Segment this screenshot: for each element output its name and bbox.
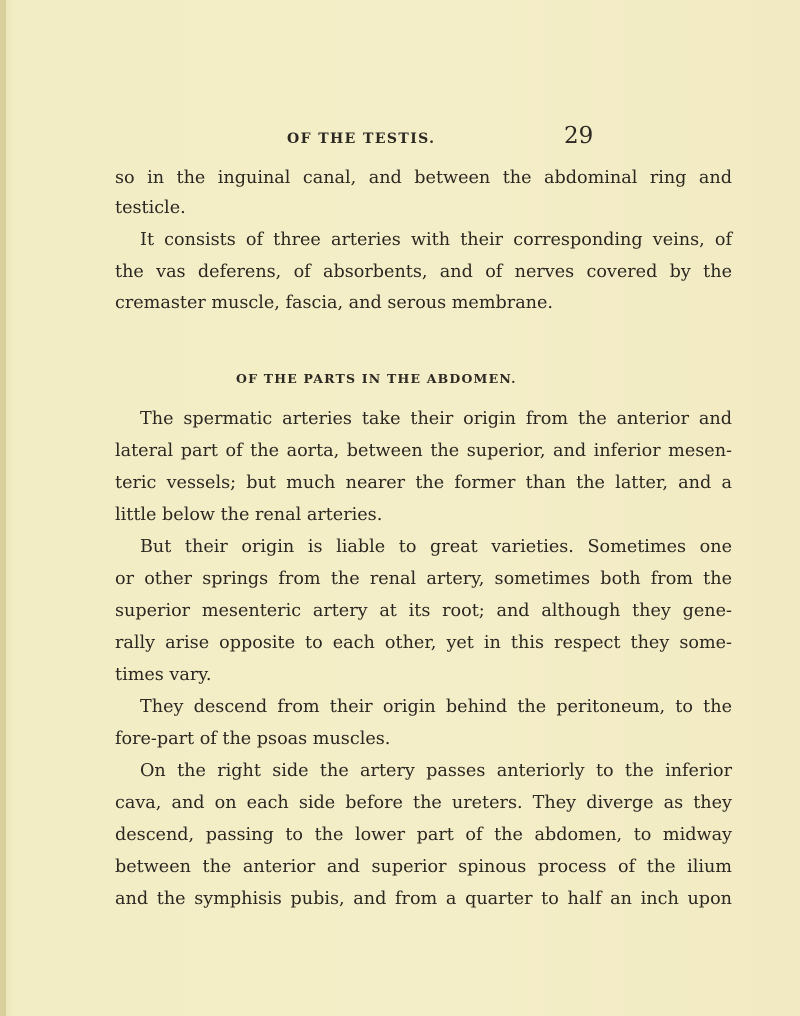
text-line: cremaster muscle, fascia, and serous membrane. [115,293,554,313]
text-line: testicle. [115,198,186,218]
text-line: the vas deferens, of absorbents, and of nerves covered by the [115,262,732,282]
text-line: superior mesenteric artery at its root; and although they gene- [115,601,732,621]
text-line: fore-part of the psoas muscles. [115,729,391,749]
text-line: so in the inguinal canal, and between the abdominal ring and [115,168,732,188]
text-line: and the symphisis pubis, and from a quarter to half an inch upon [115,889,732,909]
text-line: cava, and on each side before the ureters. They diverge as they [115,793,732,813]
text-line: On the right side the artery passes anteriorly to the inferior [140,761,732,781]
text-line: or other springs from the renal artery, sometimes both from the [115,569,732,589]
text-line: They descend from their origin behind the peritoneum, to the [140,697,732,717]
running-title: OF THE TESTIS. [287,131,436,147]
page-number: 29 [564,123,594,149]
text-line: descend, passing to the lower part of the abdomen, to midway [115,825,732,845]
page-gutter [0,0,6,1016]
text-line: It consists of three arteries with their corresponding veins, of [140,230,732,250]
text-line: times vary. [115,665,212,685]
text-line: lateral part of the aorta, between the superior, and inferior mesen- [115,441,732,461]
text-line: little below the renal arteries. [115,505,383,525]
text-line: between the anterior and superior spinous process of the ilium [115,857,732,877]
text-line: The spermatic arteries take their origin from the anterior and [140,409,732,429]
section-heading: OF THE PARTS IN THE ABDOMEN. [236,371,517,386]
text-line: But their origin is liable to great varieties. Sometimes one [140,537,732,557]
text-line: rally arise opposite to each other, yet in this respect they some- [115,633,732,653]
text-line: teric vessels; but much nearer the former than the latter, and a [115,473,732,493]
